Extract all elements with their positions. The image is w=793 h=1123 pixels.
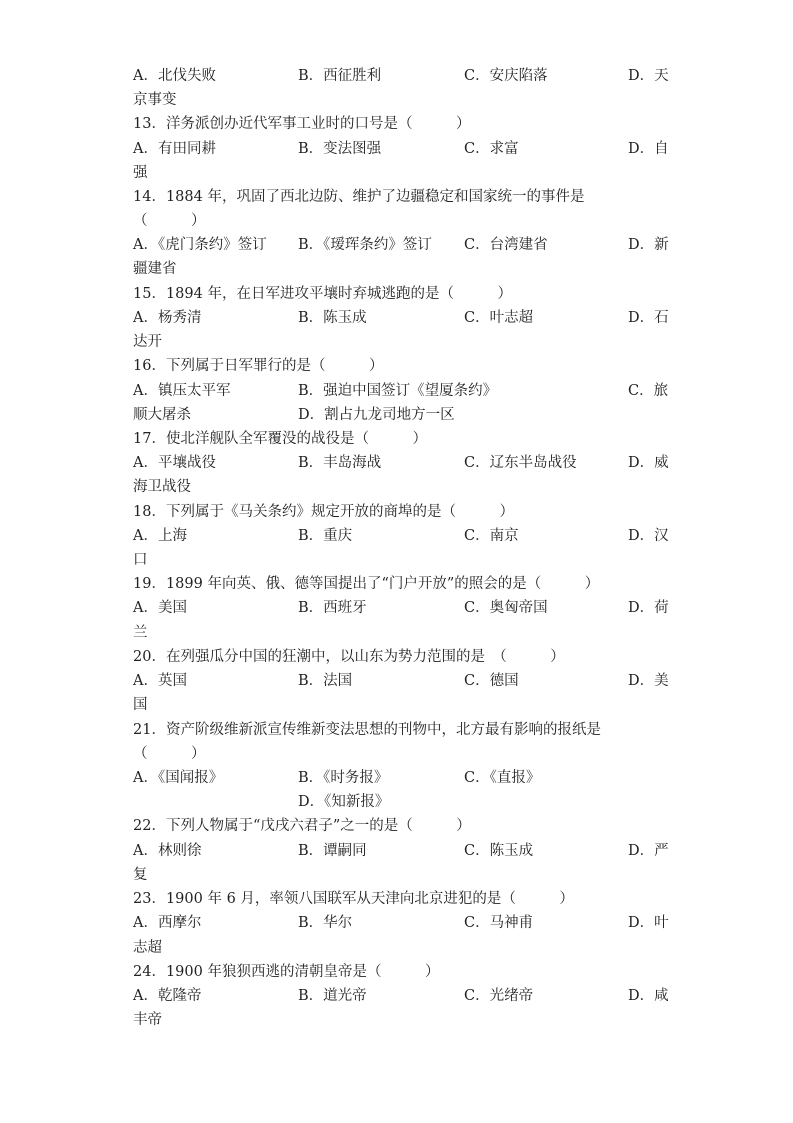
q24-stem: 24．1900 年狼狈西逃的清朝皇帝是（ ） (133, 964, 440, 980)
q12-option-d-wrap: 京事变 (133, 92, 177, 108)
q21-option-b: B．《时务报》 (298, 770, 389, 786)
q22-stem: 22．下列人物属于“戊戌六君子”之一的是（ ） (133, 818, 471, 834)
q17-option-c: C．辽东半岛战役 (464, 455, 577, 471)
q18-stem: 18．下列属于《马关条约》规定开放的商埠的是（ ） (133, 504, 514, 520)
q19-option-b: B．西班牙 (298, 600, 367, 616)
q13-option-a: A．有田同耕 (133, 141, 216, 157)
q12-option-d: D．天 (628, 68, 669, 84)
q24-option-a: A．乾隆帝 (133, 988, 202, 1004)
q12-option-c: C．安庆陷落 (464, 68, 548, 84)
q21-stem-blank: （ ） (133, 746, 206, 762)
q13-stem: 13．洋务派创办近代军事工业时的口号是（ ） (133, 116, 471, 132)
q23-option-b: B．华尔 (298, 915, 353, 931)
q14-option-d: D．新 (628, 237, 669, 253)
q16-option-c-wrap: 顺大屠杀 (133, 407, 191, 423)
q19-stem: 19．1899 年向英、俄、德等国提出了“门户开放”的照会的是（ ） (133, 576, 600, 592)
q18-option-b: B．重庆 (298, 528, 353, 544)
q20-option-c: C．德国 (464, 673, 519, 689)
q15-stem: 15．1894 年，在日军进攻平壤时弃城逃跑的是（ ） (133, 286, 512, 302)
q17-option-d-wrap: 海卫战役 (133, 479, 191, 495)
q19-option-d: D．荷 (628, 600, 669, 616)
q22-option-d: D．严 (628, 843, 669, 859)
q19-option-d-wrap: 兰 (133, 625, 148, 641)
q16-stem: 16．下列属于日军罪行的是（ ） (133, 358, 384, 374)
q15-option-a: A．杨秀清 (133, 310, 202, 326)
q12-option-b: B．西征胜利 (298, 68, 382, 84)
q21-option-d: D．《知新报》 (298, 794, 390, 810)
q16-option-d: D．割占九龙司地方一区 (298, 407, 455, 423)
q15-option-d-wrap: 达开 (133, 334, 162, 350)
q23-stem: 23．1900 年 6 月，率领八国联军从天津向北京进犯的是（ ） (133, 891, 574, 907)
q18-option-d: D．汉 (628, 528, 669, 544)
q21-option-c: C．《直报》 (464, 770, 541, 786)
q23-option-c: C．马神甫 (464, 915, 534, 931)
q20-stem: 20．在列强瓜分中国的狂潮中，以山东为势力范围的是 （ ） (133, 649, 565, 665)
q24-option-c: C．光绪帝 (464, 988, 534, 1004)
q14-stem: 14．1884 年，巩固了西北边防、维护了边疆稳定和国家统一的事件是 (133, 189, 585, 205)
q16-option-c: C．旅 (628, 383, 669, 399)
q14-option-c: C．台湾建省 (464, 237, 548, 253)
q14-option-b: B．《瑷珲条约》签订 (298, 237, 432, 253)
q13-option-c: C．求富 (464, 141, 519, 157)
q20-option-a: A．英国 (133, 673, 187, 689)
q24-option-d-wrap: 丰帝 (133, 1012, 162, 1028)
q14-stem-blank: （ ） (133, 213, 206, 229)
q15-option-b: B．陈玉成 (298, 310, 367, 326)
q15-option-d: D．石 (628, 310, 669, 326)
q21-stem: 21．资产阶级维新派宣传维新变法思想的刊物中，北方最有影响的报纸是 (133, 722, 601, 738)
q18-option-d-wrap: 口 (133, 552, 148, 568)
q15-option-c: C．叶志超 (464, 310, 534, 326)
q22-option-c: C．陈玉成 (464, 843, 534, 859)
q13-option-d: D．自 (628, 141, 669, 157)
q24-option-d: D．咸 (628, 988, 669, 1004)
q13-option-b: B．变法图强 (298, 141, 382, 157)
q13-option-d-wrap: 强 (133, 165, 148, 181)
q17-option-d: D．威 (628, 455, 669, 471)
q19-option-a: A．美国 (133, 600, 187, 616)
q23-option-a: A．西摩尔 (133, 915, 202, 931)
q17-stem: 17．使北洋舰队全军覆没的战役是（ ） (133, 431, 427, 447)
q18-option-a: A．上海 (133, 528, 187, 544)
q16-option-b: B．强迫中国签订《望厦条约》 (298, 383, 498, 399)
q24-option-b: B．道光帝 (298, 988, 367, 1004)
q12-option-a: A．北伐失败 (133, 68, 216, 84)
q17-option-a: A．平壤战役 (133, 455, 216, 471)
q17-option-b: B．丰岛海战 (298, 455, 382, 471)
q22-option-b: B．谭嗣同 (298, 843, 367, 859)
q14-option-a: A．《虎门条约》签订 (133, 237, 267, 253)
q21-option-a: A．《国闻报》 (133, 770, 224, 786)
q16-option-a: A．镇压太平军 (133, 383, 231, 399)
q20-option-b: B．法国 (298, 673, 353, 689)
q18-option-c: C．南京 (464, 528, 519, 544)
q23-option-d-wrap: 志超 (133, 940, 162, 956)
q14-option-d-wrap: 疆建省 (133, 261, 177, 277)
q20-option-d-wrap: 国 (133, 697, 148, 713)
q23-option-d: D．叶 (628, 915, 669, 931)
q20-option-d: D．美 (628, 673, 669, 689)
q22-option-d-wrap: 复 (133, 867, 148, 883)
q22-option-a: A．林则徐 (133, 843, 202, 859)
q19-option-c: C．奥匈帝国 (464, 600, 548, 616)
